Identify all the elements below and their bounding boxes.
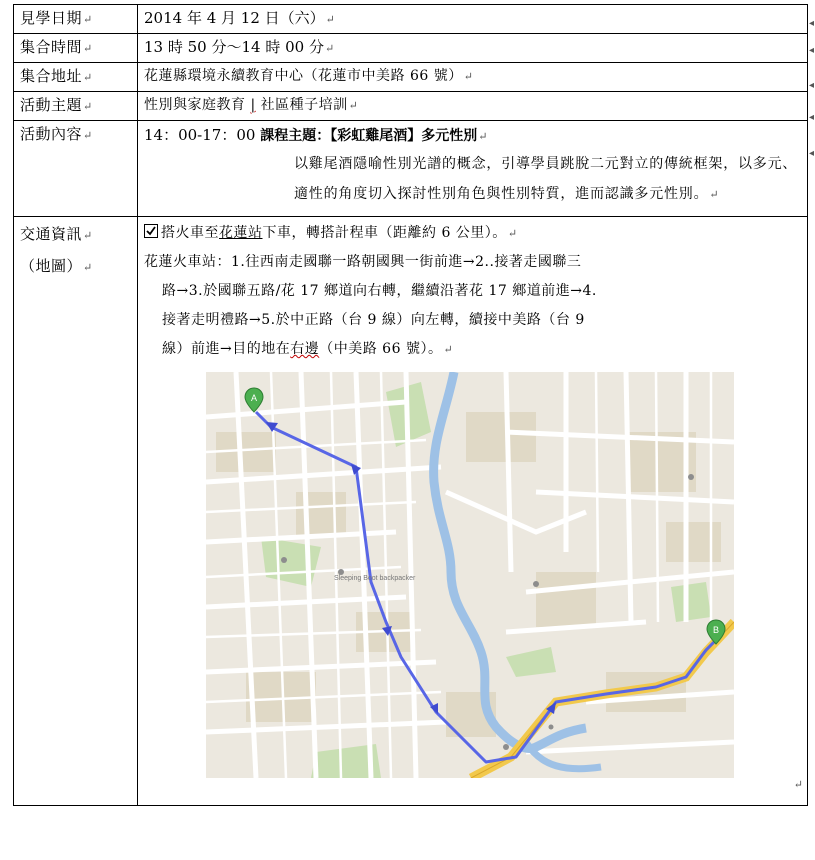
course-description: 以雞尾酒隱喻性別光譜的概念，引導學員跳脫二元對立的傳統框架，以多元、適性的角度切入探討性別角色與性別特質，進而認識多元性別。↵ <box>294 156 798 202</box>
row-time <box>14 34 808 63</box>
traffic-value: 搭火車至花蓮站下車，轉搭計程車（距離約 6 公里）。↵ 花蓮火車站：1.往西南走國聯一路朝國興一街前進→2..接著走國聯三 路→3.於國聯五路/花 17 鄉道向右轉，繼續沿著花 17 鄉道前進→4. 接著走明禮路→5.於中正路（台 9 線）向左轉，續接中美路（台 9 線）前進→目的地在右邊（中美路 66 號）。↵ A B Sleeping Boot backpacker ↵ <box>138 217 808 806</box>
row-address <box>14 63 808 92</box>
map-label-hostel: Sleeping Boot backpacker <box>334 575 416 582</box>
row-traffic <box>14 217 808 806</box>
route-map <box>206 372 734 778</box>
address-value: 花蓮縣環境永續教育中心（花蓮市中美路 66 號）↵ <box>138 63 808 92</box>
train-line: 搭火車至花蓮站下車，轉搭計程車（距離約 6 公里）。↵ <box>144 219 803 248</box>
course-title: 課程主題：【彩虹雞尾酒】多元性別 <box>260 128 478 144</box>
date-label: 見學日期↵ <box>14 5 138 34</box>
row-date <box>14 5 808 34</box>
svg-text:A: A <box>250 393 258 403</box>
theme-label: 活動主題↵ <box>14 92 138 121</box>
event-info-table <box>13 4 808 806</box>
theme-value: 性別與家庭教育 | 社區種子培訓↵ <box>138 92 808 121</box>
route-line-2: 路→3.於國聯五路/花 17 鄉道向右轉，繼續沿著花 17 鄉道前進→4. <box>162 283 597 299</box>
date-value: 2014 年 4 月 12 日（六）↵ <box>138 5 808 34</box>
row-theme <box>14 92 808 121</box>
content-label: 活動內容↵ <box>14 121 138 217</box>
checkbox-checked-icon <box>144 224 158 238</box>
row-content <box>14 121 808 217</box>
time-value: 13 時 50 分～14 時 00 分↵ <box>138 34 808 63</box>
route-lead: 花蓮火車站：1.往西南走國聯一路朝國興一街前進→2..接著走國聯三 <box>144 254 582 270</box>
time-label: 集合時間↵ <box>14 34 138 63</box>
theme-separator: | <box>250 97 256 113</box>
content-time: 14：00-17：00 <box>144 126 256 144</box>
traffic-label: 交通資訊↵ （地圖）↵ <box>14 217 138 806</box>
route-line-4: 線）前進→目的地在右邊（中美路 66 號）。↵ <box>162 341 454 357</box>
svg-text:B: B <box>712 625 720 635</box>
address-label: 集合地址↵ <box>14 63 138 92</box>
content-value: 14：00-17：00 課程主題：【彩虹雞尾酒】多元性別↵ 以雞尾酒隱喻性別光譜的概念，引導學員跳脫二元對立的傳統框架，以多元、適性的角度切入探討性別角色與性別特質，進而認識多元性別。↵ <box>138 121 808 217</box>
route-line-3: 接著走明禮路→5.於中正路（台 9 線）向左轉，續接中美路（台 9 <box>162 312 585 328</box>
right-margin-marks: ◂ ◂ ◂ ◂ ◂ <box>809 18 815 159</box>
